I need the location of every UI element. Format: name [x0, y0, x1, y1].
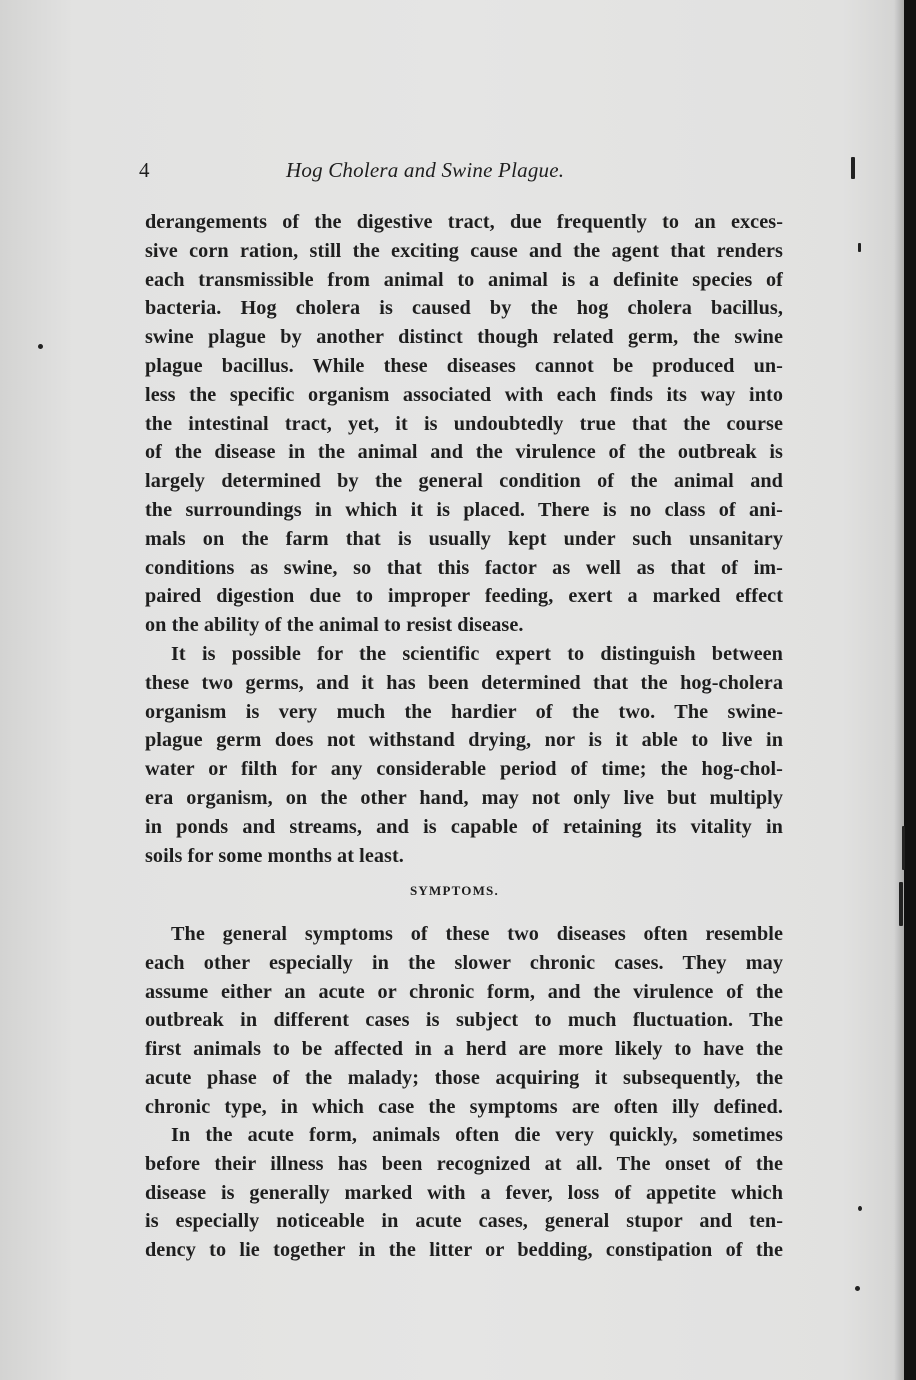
text-line: first animals to be affected in a herd are more likely to have the	[145, 1038, 783, 1061]
paragraph-2	[145, 640, 783, 870]
text-line: of the disease in the animal and the virulence of the outbreak is	[145, 441, 783, 464]
ink-speck	[858, 1206, 862, 1211]
text-line: dency to lie together in the litter or bedding, constipation of the	[145, 1239, 783, 1262]
text-line: sive corn ration, still the exciting cause and the agent that renders	[145, 239, 783, 262]
text-line: largely determined by the general condition of the animal and	[145, 470, 783, 493]
text-line: It is possible for the scientific expert to distinguish between	[171, 643, 783, 665]
text-line: plague bacillus. While these diseases cannot be produced un-	[145, 354, 783, 377]
text-line: swine plague by another distinct though related germ, the swine	[145, 326, 783, 349]
text-line: plague germ does not withstand drying, nor is it able to live in	[145, 729, 783, 752]
ink-speck	[899, 882, 903, 926]
paragraph-3	[145, 920, 783, 1122]
paragraph-4	[145, 1121, 783, 1265]
text-line: outbreak in different cases is subject to much fluctuation. The	[145, 1009, 783, 1032]
ink-speck	[855, 1286, 860, 1291]
page-number: 4	[139, 158, 150, 182]
text-line: is especially noticeable in acute cases, general stupor and ten-	[145, 1210, 783, 1233]
text-line: less the specific organism associated with each finds its way into	[145, 383, 783, 406]
text-line: these two germs, and it has been determined that the hog-cholera	[145, 671, 783, 694]
text-line: before their illness has been recognized at all. The onset of the	[145, 1152, 783, 1175]
text-line: the surroundings in which it is placed. There is no class of ani-	[145, 498, 783, 521]
text-line: the intestinal tract, yet, it is undoubtedly true that the course	[145, 412, 783, 435]
text-line: The general symptoms of these two diseases often resemble	[171, 923, 783, 945]
text-line: organism is very much the hardier of the two. The swine-	[145, 700, 783, 723]
text-line: paired digestion due to improper feeding, exert a marked effect	[145, 585, 783, 608]
text-line: bacteria. Hog cholera is caused by the hog cholera bacillus,	[145, 297, 783, 320]
text-line: chronic type, in which case the symptoms are often illy defined.	[145, 1095, 783, 1118]
ink-speck	[851, 157, 855, 179]
text-line: soils for some months at least.	[145, 844, 404, 867]
text-line: on the ability of the animal to resist disease.	[145, 614, 524, 637]
page-gutter-shadow	[894, 0, 904, 1380]
text-line: in ponds and streams, and is capable of retaining its vitality in	[145, 815, 783, 838]
text-line: each other especially in the slower chronic cases. They may	[145, 951, 783, 974]
text-line: In the acute form, animals often die very quickly, sometimes	[171, 1124, 783, 1146]
text-line: water or filth for any considerable period of time; the hog-chol-	[145, 758, 783, 781]
text-line: disease is generally marked with a fever, loss of appetite which	[145, 1181, 783, 1204]
ink-speck	[38, 344, 43, 349]
text-line: each transmissible from animal to animal is a definite species of	[145, 268, 783, 291]
running-title: Hog Cholera and Swine Plague.	[286, 158, 565, 182]
text-line: conditions as swine, so that this factor as well as that of im-	[145, 556, 783, 579]
paragraph-1	[145, 208, 783, 640]
ink-speck	[902, 826, 905, 870]
ink-speck	[858, 243, 861, 252]
text-line: derangements of the digestive tract, due frequently to an exces-	[145, 211, 783, 233]
page-header	[139, 158, 799, 192]
text-line: acute phase of the malady; those acquiring it subsequently, the	[145, 1066, 783, 1089]
text-line: era organism, on the other hand, may not only live but multiply	[145, 786, 783, 809]
section-heading: SYMPTOMS.	[410, 883, 499, 898]
text-line: assume either an acute or chronic form, and the virulence of the	[145, 980, 783, 1003]
scan-border	[904, 0, 916, 1380]
text-line: mals on the farm that is usually kept under such unsanitary	[145, 527, 783, 550]
